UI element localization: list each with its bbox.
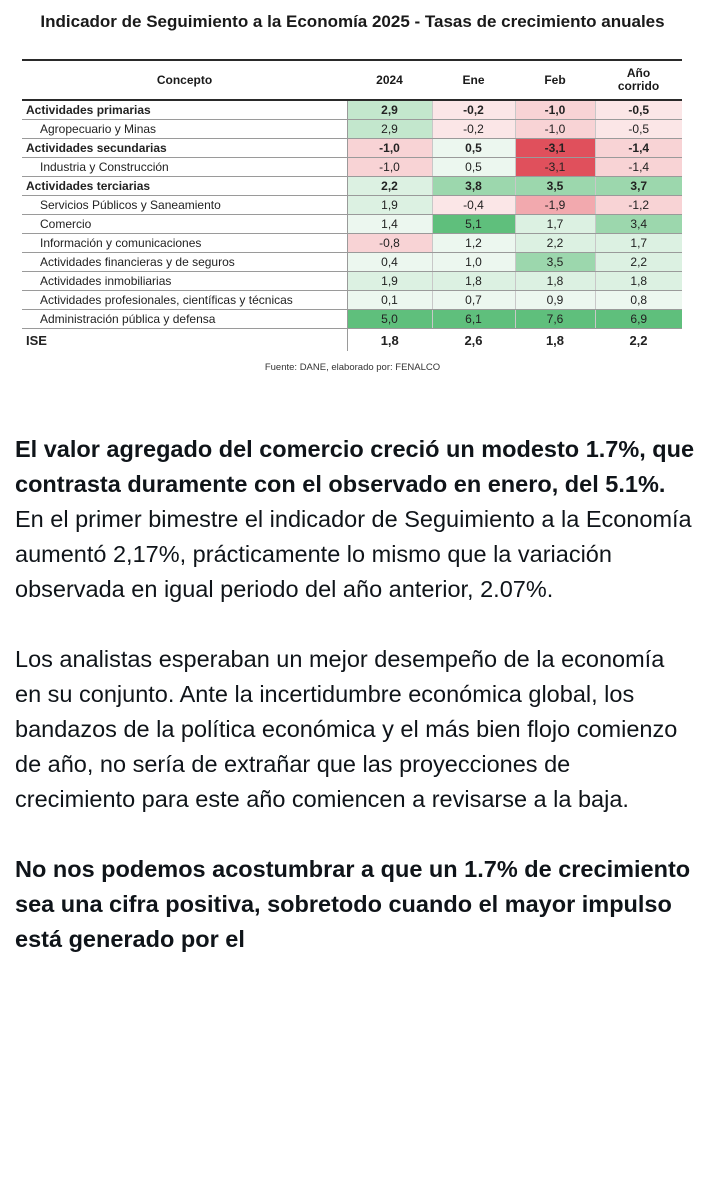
value-cell: 3,8 xyxy=(432,177,515,196)
column-header: Feb xyxy=(515,60,595,100)
table-row xyxy=(22,215,682,234)
table-row xyxy=(22,177,682,196)
value-cell: 3,5 xyxy=(515,177,595,196)
post-paragraph-1 xyxy=(15,432,695,607)
value-cell: 1,0 xyxy=(432,253,515,272)
value-cell: -1,0 xyxy=(515,100,595,120)
table-row xyxy=(22,272,682,291)
value-cell: 2,2 xyxy=(515,234,595,253)
post-paragraph-1-text: En el primer bimestre el indicador de Seguimiento a la Economía aumentó 2,17%, prácticamente lo mismo que la variación observada en igual periodo del año anterior, 2.07%. xyxy=(15,506,692,602)
value-cell: 0,5 xyxy=(432,139,515,158)
value-cell: 0,1 xyxy=(347,291,432,310)
post-paragraph-3 xyxy=(15,852,695,957)
value-cell: 1,9 xyxy=(347,272,432,291)
row-label: Actividades inmobiliarias xyxy=(22,272,347,291)
value-cell: 0,8 xyxy=(595,291,682,310)
value-cell: 1,8 xyxy=(515,272,595,291)
column-header xyxy=(595,60,682,100)
row-label: Actividades financieras y de seguros xyxy=(22,253,347,272)
value-cell: 2,9 xyxy=(347,120,432,139)
value-cell: 0,7 xyxy=(432,291,515,310)
table-title: Indicador de Seguimiento a la Economía 2025 - Tasas de crecimiento anuales xyxy=(40,12,665,31)
value-cell: -0,2 xyxy=(432,100,515,120)
post-paragraph-3-bold: No nos podemos acostumbrar a que un 1.7% de crecimiento sea una cifra positiva, sobretodo cuando el mayor impulso está generado por el xyxy=(15,856,691,952)
table-body xyxy=(22,100,682,351)
value-cell: -1,2 xyxy=(595,196,682,215)
table-row xyxy=(22,291,682,310)
post-body xyxy=(15,432,695,992)
table-header-row xyxy=(22,60,682,100)
value-cell: -0,8 xyxy=(347,234,432,253)
value-cell: 6,9 xyxy=(595,310,682,329)
row-label: Servicios Públicos y Saneamiento xyxy=(22,196,347,215)
value-cell: -0,5 xyxy=(595,100,682,120)
row-label: Actividades terciarias xyxy=(22,177,347,196)
value-cell: -0,2 xyxy=(432,120,515,139)
table-row xyxy=(22,158,682,177)
value-cell: 7,6 xyxy=(515,310,595,329)
column-header: Ene xyxy=(432,60,515,100)
table-row xyxy=(22,100,682,120)
value-cell: -1,0 xyxy=(515,120,595,139)
value-cell: 1,7 xyxy=(595,234,682,253)
value-cell: 5,1 xyxy=(432,215,515,234)
row-label: Administración pública y defensa xyxy=(22,310,347,329)
value-cell: 6,1 xyxy=(432,310,515,329)
value-cell: -1,0 xyxy=(347,139,432,158)
value-cell: -1,9 xyxy=(515,196,595,215)
table-row xyxy=(22,253,682,272)
value-cell: 1,7 xyxy=(515,215,595,234)
value-cell: -1,0 xyxy=(347,158,432,177)
value-cell: -0,5 xyxy=(595,120,682,139)
value-cell: -0,4 xyxy=(432,196,515,215)
row-label: Industria y Construcción xyxy=(22,158,347,177)
value-cell: 1,9 xyxy=(347,196,432,215)
row-label: Actividades secundarias xyxy=(22,139,347,158)
economy-table-figure xyxy=(0,0,705,395)
value-cell: -1,4 xyxy=(595,139,682,158)
table-row xyxy=(22,234,682,253)
value-cell: 1,8 xyxy=(432,272,515,291)
table-row xyxy=(22,196,682,215)
value-cell: 2,2 xyxy=(595,253,682,272)
table-row xyxy=(22,120,682,139)
value-cell: 0,5 xyxy=(432,158,515,177)
value-cell: 3,4 xyxy=(595,215,682,234)
row-label: Actividades primarias xyxy=(22,100,347,120)
value-cell: 2,2 xyxy=(629,332,648,348)
value-cell: 5,0 xyxy=(347,310,432,329)
source-note: Fuente: DANE, elaborado por: FENALCO xyxy=(264,362,441,373)
row-label: ISE xyxy=(22,329,347,352)
value-cell: 1,2 xyxy=(432,234,515,253)
value-cell: 1,8 xyxy=(545,332,565,348)
value-cell: 1,4 xyxy=(347,215,432,234)
column-header-label: Año corrido xyxy=(617,66,660,93)
row-label: Agropecuario y Minas xyxy=(22,120,347,139)
value-cell: -3,1 xyxy=(515,158,595,177)
row-label: Comercio xyxy=(22,215,347,234)
value-cell: -3,1 xyxy=(515,139,595,158)
table-row-total xyxy=(22,329,682,352)
row-label: Actividades profesionales, científicas y técnicas xyxy=(22,291,347,310)
value-cell: 0,4 xyxy=(347,253,432,272)
value-cell: 1,8 xyxy=(595,272,682,291)
value-cell: 2,6 xyxy=(464,332,483,348)
column-header: 2024 xyxy=(347,60,432,100)
post-paragraph-1-bold: El valor agregado del comercio creció un modesto 1.7%, que contrasta duramente con el observado en enero, del 5.1%. xyxy=(15,436,695,497)
value-cell: -1,4 xyxy=(595,158,682,177)
value-cell: 1,8 xyxy=(380,332,399,348)
table-row xyxy=(22,139,682,158)
table-row xyxy=(22,310,682,329)
value-cell: 0,9 xyxy=(515,291,595,310)
value-cell: 3,5 xyxy=(515,253,595,272)
growth-rate-table xyxy=(22,59,682,351)
post-paragraph-2: Los analistas esperaban un mejor desempeño de la economía en su conjunto. Ante la incertidumbre económica global, los bandazos de la política económica y el más bien flojo comienzo de año, no sería de extrañar que las proyecciones de crecimiento para este año comiencen a revisarse a la baja. xyxy=(15,646,678,812)
row-label: Información y comunicaciones xyxy=(22,234,347,253)
value-cell: 2,2 xyxy=(347,177,432,196)
value-cell: 2,9 xyxy=(347,100,432,120)
column-header: Concepto xyxy=(22,60,347,100)
value-cell: 3,7 xyxy=(595,177,682,196)
